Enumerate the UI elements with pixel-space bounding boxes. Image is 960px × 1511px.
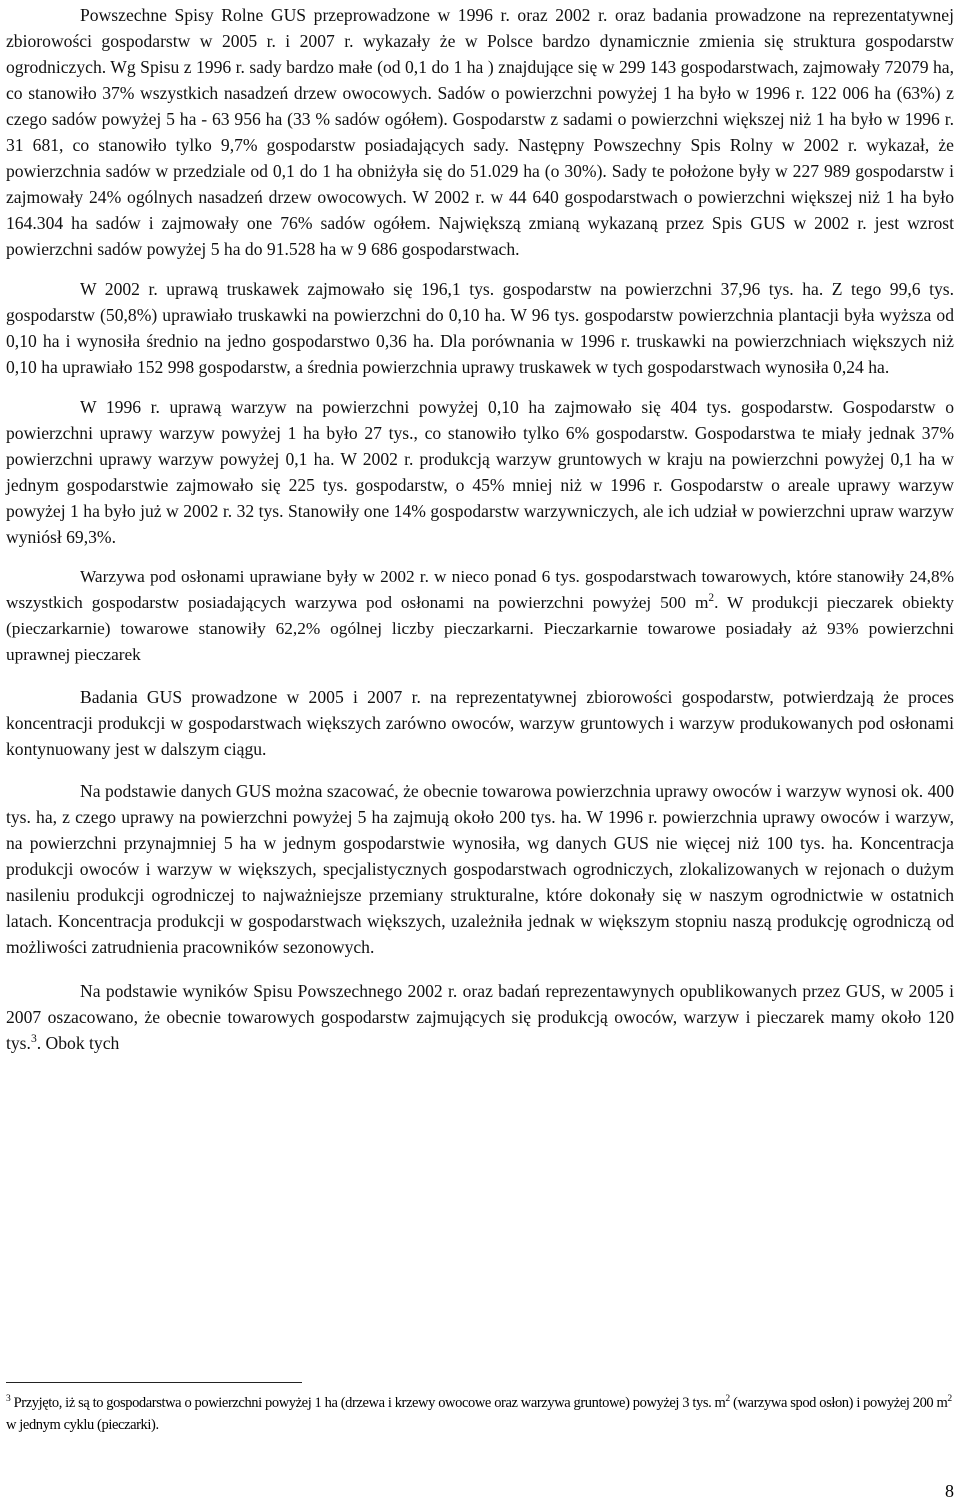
footnote-text-b: (warzywa spod osłon) i powyżej 200 m	[729, 1395, 948, 1411]
paragraph-census-text-b: . Obok tych	[36, 1033, 120, 1053]
paragraph-estimates: Na podstawie danych GUS można szacować, że obecnie towarowa powierzchnia uprawy owoców i warzyw wynosi ok. 400 tys. ha, z czego uprawy na powierzchni powyżej 5 ha zajmują około 200 tys. ha. W 1996 r. powierzchnia uprawy owoców i warzyw, na powierzchni przynajmniej 5 ha w jednym gospodarstwie wynosiła, wg danych GUS nie więcej niż 100 tys. ha. Koncentracja produkcji owoców i warzyw w większych, specjalistycznych gospodarstwach ogrodniczych, zlokalizowanych w rejonach o dużym nasileniu produkcji ogrodniczej to najważniejsze przemiany strukturalne, które dokonały się w naszym ogrodnictwie w ostatnich latach. Koncentracja produkcji w gospodarstwach większych, uzależniła jednak w większym stopniu naszą produkcję ogrodniczą od możliwości zatrudnienia pracowników sezonowych.	[6, 781, 954, 957]
paragraph-greenhouse	[6, 564, 954, 668]
footnote-superscript-a: 2	[725, 1393, 730, 1405]
footnote-separator	[6, 1382, 302, 1383]
paragraph-greenhouse-text-a: Warzywa pod osłonami uprawiane były w 2002 r. w nieco ponad 6 tys. gospodarstwach towarowych, które stanowiły 24,8% wszystkich gospodarstw posiadających warzywa pod osłonami na powierzchni powyżej 500 m	[6, 567, 954, 612]
footnote-3	[6, 1392, 954, 1436]
footnote-reference-3: 3	[30, 1032, 37, 1046]
footnotes	[6, 1392, 954, 1436]
footnote-text-c: w jednym cyklu (pieczarki).	[6, 1417, 159, 1433]
footnote-text-a: Przyjęto, iż są to gospodarstwa o powierzchni powyżej 1 ha (drzewa i krzewy owocowe oraz warzywa gruntowe) powyżej 3 tys. m	[10, 1395, 726, 1411]
paragraph-strawberries: W 2002 r. uprawą truskawek zajmowało się 196,1 tys. gospodarstw na powierzchni 37,96 tys. ha. Z tego 99,6 tys. gospodarstw (50,8%) uprawiało truskawki na powierzchni do 0,10 ha. W 96 tys. gospodarstw powierzchnia plantacji była wyższa od 0,10 ha i wynosiła średnio na jedno gospodarstwo 0,36 ha. Dla porównania w 1996 r. truskawki na powierzchniach większych niż 0,10 ha uprawiało 152 998 gospodarstw, a średnia powierzchnia uprawy truskawek w tych gospodarstwach wynosiła 0,24 ha.	[6, 279, 954, 377]
paragraph-orchards: Powszechne Spisy Rolne GUS przeprowadzone w 1996 r. oraz 2002 r. oraz badania prowadzone na reprezentatywnej zbiorowości gospodarstw w 2005 r. i 2007 r. wykazały że w Polsce bardzo dynamicznie zmienia się struktura gospodarstw ogrodniczych. Wg Spisu z 1996 r. sady bardzo małe (od 0,1 do 1 ha ) znajdujące się w 299 143 gospodarstwach, zajmowały 72079 ha, co stanowiło 37% wszystkich nasadzeń drzew owocowych. Sadów o powierzchni powyżej 1 ha było w 1996 r. 122 006 ha (63%) z czego sadów powyżej 5 ha - 63 956 ha (33 % sadów ogółem). Gospodarstw z sadami o powierzchni większej niż 1 ha było w 1996 r. 31 681, co stanowiło tylko 9,7% gospodarstw posiadających sady. Następny Powszechny Spis Rolny w 2002 r. wykazał, że powierzchnia sadów w przedziale od 0,1 do 1 ha obniżyła się do 51.029 ha (o 30%). Sady te położone były w 227 989 gospodarstw i zajmowały 24% ogólnych nasadzeń drzew owocowych. W 2002 r. w 44 640 gospodarstwach o powierzchni większej niż 1 ha było 164.304 ha sadów i zajmowały one 76% sadów ogółem. Największą zmianą wykazaną przez Spis GUS w 2002 r. jest wzrost powierzchni sadów powyżej 5 ha do 91.528 ha w 9 686 gospodarstwach.	[6, 5, 954, 259]
page-number: 8	[945, 1481, 954, 1501]
paragraph-gus-research: Badania GUS prowadzone w 2005 i 2007 r. na reprezentatywnej zbiorowości gospodarstw, potwierdzają że proces koncentracji produkcji w gospodarstwach większych zarówno owoców, warzyw gruntowych i warzyw produkowanych pod osłonami kontynuowany jest w dalszym ciągu.	[6, 687, 954, 759]
paragraph-census-2002	[6, 978, 954, 1056]
footnote-superscript-b: 2	[947, 1393, 952, 1405]
footnote-marker: 3	[6, 1393, 11, 1405]
paragraph-greenhouse-text-b: . W produkcji pieczarek obiekty (pieczarkarnie) towarowe stanowiły 62,2% ogólnej liczby pieczarkarni. Pieczarkarnie towarowe posiadały aż 93% powierzchni uprawnej pieczarek	[6, 593, 954, 664]
superscript-2: 2	[708, 592, 715, 605]
paragraph-census-text-a: Na podstawie wyników Spisu Powszechnego 2002 r. oraz badań reprezentawynych opublikowanych przez GUS, w 2005 i 2007 oszacowano, że obecnie towarowych gospodarstw zajmujących się produkcją owoców, warzyw i pieczarek mamy około 120 tys.	[6, 981, 954, 1053]
paragraph-vegetables: W 1996 r. uprawą warzyw na powierzchni powyżej 0,10 ha zajmowało się 404 tys. gospodarstw. Gospodarstw o powierzchni uprawy warzyw powyżej 1 ha było 27 tys., co stanowiło tylko 6% gospodarstw. Gospodarstwa te miały jednak 37% powierzchni uprawy warzyw powyżej 0,1 ha. W 2002 r. produkcją warzyw gruntowych w kraju na powierzchni powyżej 0,1 ha w jednym gospodarstwie zajmowało się 225 tys. gospodarstw, o 45% mniej niż w 1996 r. Gospodarstw o areale uprawy warzyw powyżej 1 ha było już w 2002 r. 32 tys. Stanowiły one 14% gospodarstw warzywniczych, ale ich udział w powierzchni upraw warzyw wyniósł 69,3%.	[6, 397, 954, 547]
